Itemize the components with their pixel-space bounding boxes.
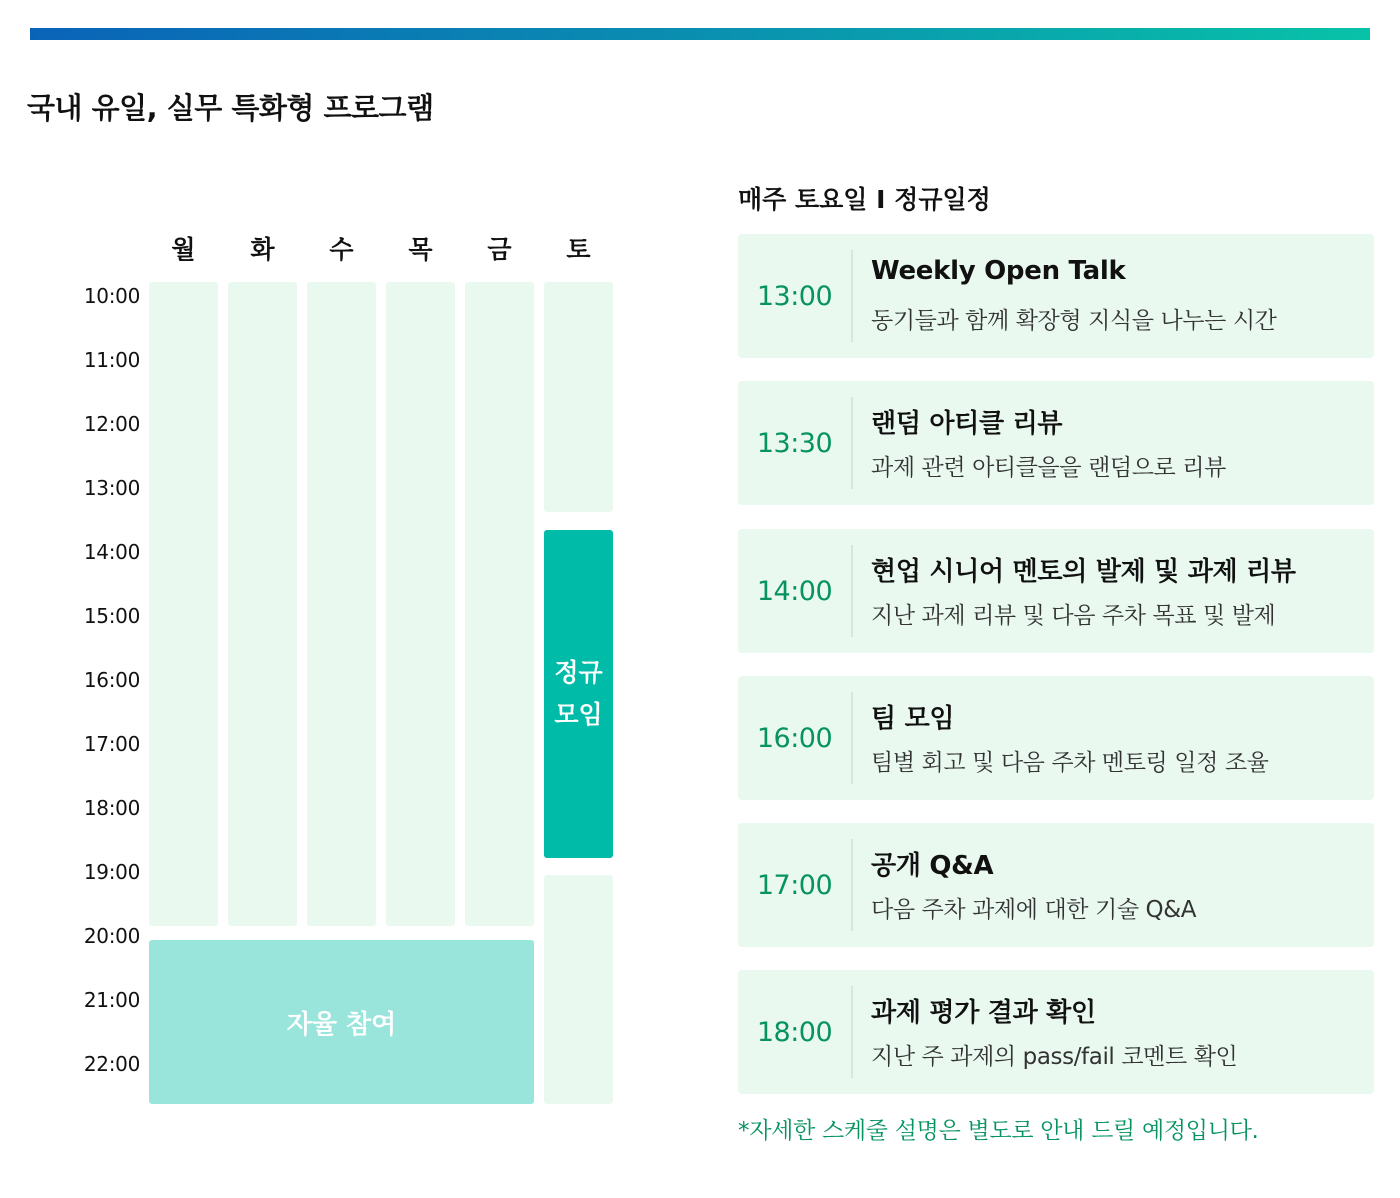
day-label-mon: 월 xyxy=(171,235,196,264)
card-divider xyxy=(851,397,853,489)
day-column-mon xyxy=(149,282,218,926)
schedule-card xyxy=(738,234,1374,358)
time-label: 18:00 xyxy=(83,796,140,820)
time-label: 20:00 xyxy=(83,924,140,948)
top-accent-bar xyxy=(30,28,1370,40)
schedule-item-title: 팀 모임 xyxy=(871,704,955,734)
time-label: 15:00 xyxy=(83,604,140,628)
schedule-card xyxy=(738,970,1374,1094)
schedule-time: 16:00 xyxy=(756,722,833,754)
day-column-sat-evening xyxy=(544,875,613,1104)
day-column-wed xyxy=(307,282,376,926)
time-label: 11:00 xyxy=(83,348,140,372)
regular-meeting-block xyxy=(544,530,613,858)
self-block-label: 자율 참여 xyxy=(286,1009,397,1040)
day-column-tue xyxy=(228,282,297,926)
day-label-thu: 목 xyxy=(408,235,433,264)
day-label-tue: 화 xyxy=(250,235,275,264)
day-label-wed: 수 xyxy=(329,235,354,264)
schedule-item-desc: 지난 주 과제의 pass/fail 코멘트 확인 xyxy=(871,1044,1238,1070)
schedule-title: 매주 토요일 I 정규일정 xyxy=(738,185,991,214)
time-label: 14:00 xyxy=(83,540,140,564)
schedule-item-title: 과제 평가 결과 확인 xyxy=(871,998,1096,1028)
day-column-fri xyxy=(465,282,534,926)
time-label: 17:00 xyxy=(83,732,140,756)
schedule-item-title: 랜덤 아티클 리뷰 xyxy=(871,409,1063,439)
schedule-card xyxy=(738,381,1374,505)
schedule-card xyxy=(738,529,1374,653)
schedule-item-title: Weekly Open Talk xyxy=(871,256,1126,286)
schedule-time: 14:00 xyxy=(756,575,833,607)
schedule-item-desc: 지난 과제 리뷰 및 다음 주차 목표 및 발제 xyxy=(871,603,1276,629)
schedule-time: 13:00 xyxy=(756,280,833,312)
schedule-card xyxy=(738,823,1374,947)
schedule-item-title: 현업 시니어 멘토의 발제 및 과제 리뷰 xyxy=(871,557,1296,587)
card-divider xyxy=(851,839,853,931)
card-divider xyxy=(851,545,853,637)
schedule-time: 18:00 xyxy=(756,1016,833,1048)
schedule-item-desc: 팀별 회고 및 다음 주차 멘토링 일정 조율 xyxy=(871,750,1269,776)
time-label: 16:00 xyxy=(83,668,140,692)
time-label: 22:00 xyxy=(83,1052,140,1076)
time-label: 13:00 xyxy=(83,476,140,500)
schedule-time: 17:00 xyxy=(756,869,833,901)
time-label: 12:00 xyxy=(83,412,140,436)
schedule-footnote: *자세한 스케줄 설명은 별도로 안내 드릴 예정입니다. xyxy=(738,1118,1259,1144)
time-label: 19:00 xyxy=(83,860,140,884)
card-divider xyxy=(851,250,853,342)
schedule-item-desc: 동기들과 함께 확장형 지식을 나누는 시간 xyxy=(871,308,1277,334)
day-column-thu xyxy=(386,282,455,926)
meeting-block-line2: 모임 xyxy=(554,700,603,729)
card-divider xyxy=(851,986,853,1078)
schedule-item-desc: 과제 관련 아티클을을 랜덤으로 리뷰 xyxy=(871,455,1226,481)
day-label-sat: 토 xyxy=(566,235,591,264)
schedule-card xyxy=(738,676,1374,800)
schedule-time: 13:30 xyxy=(756,427,833,459)
schedule-item-title: 공개 Q&A xyxy=(871,851,994,881)
time-label: 21:00 xyxy=(83,988,140,1012)
meeting-block-line1: 정규 xyxy=(554,657,603,687)
schedule-item-desc: 다음 주차 과제에 대한 기술 Q&A xyxy=(871,897,1197,923)
time-label: 10:00 xyxy=(83,284,140,308)
day-column-sat-morning xyxy=(544,282,613,512)
card-divider xyxy=(851,692,853,784)
self-participation-block xyxy=(149,940,534,1104)
day-label-fri: 금 xyxy=(487,235,512,264)
page-title: 국내 유일, 실무 특화형 프로그램 xyxy=(27,91,434,125)
